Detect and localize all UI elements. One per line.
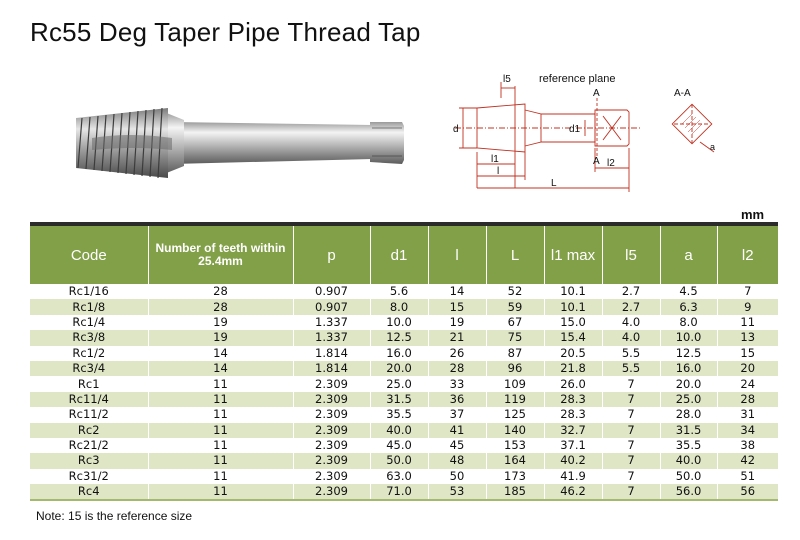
tap-product-image (72, 98, 410, 188)
table-cell: 25.0 (370, 376, 428, 391)
table-cell: 46.2 (544, 484, 602, 500)
table-cell: 0.907 (293, 299, 370, 314)
table-row (30, 284, 778, 299)
table-cell: 14 (148, 346, 293, 361)
table-cell: 28 (717, 392, 778, 407)
table-row (30, 407, 778, 422)
table-cell: 5.6 (370, 284, 428, 299)
table-cell: 7 (602, 469, 660, 484)
table-cell: 140 (486, 423, 544, 438)
section-view-a-a (664, 84, 722, 168)
table-cell: 109 (486, 376, 544, 391)
column-header: l5 (602, 226, 660, 284)
column-header: l (428, 226, 486, 284)
table-cell: 2.7 (602, 284, 660, 299)
table-cell: 0.907 (293, 284, 370, 299)
table-cell: 14 (428, 284, 486, 299)
table-cell: Rc31/2 (30, 469, 148, 484)
table-cell: 119 (486, 392, 544, 407)
table-cell: 14 (148, 361, 293, 376)
table-cell: 45 (428, 438, 486, 453)
table-cell: 2.309 (293, 392, 370, 407)
table-cell: 31 (717, 407, 778, 422)
table-cell: 20 (717, 361, 778, 376)
column-header: p (293, 226, 370, 284)
table-row (30, 484, 778, 500)
table-row (30, 315, 778, 330)
column-header: Number of teeth within 25.4mm (148, 226, 293, 284)
drawing-label-A-top: A (593, 88, 600, 99)
table-cell: 2.309 (293, 438, 370, 453)
table-cell: 8.0 (660, 315, 717, 330)
table-cell: 11 (148, 392, 293, 407)
table-cell: 51 (717, 469, 778, 484)
table-cell: 4.5 (660, 284, 717, 299)
table-cell: 50.0 (660, 469, 717, 484)
table-cell: Rc1/4 (30, 315, 148, 330)
table-cell: 15 (428, 299, 486, 314)
table-cell: 12.5 (370, 330, 428, 345)
table-cell: 9 (717, 299, 778, 314)
table-row (30, 376, 778, 391)
table-cell: Rc3/4 (30, 361, 148, 376)
table-cell: 50 (428, 469, 486, 484)
table-cell: 50.0 (370, 453, 428, 468)
table-cell: 41.9 (544, 469, 602, 484)
table-cell: Rc11/4 (30, 392, 148, 407)
drawing-label-d1: d1 (569, 124, 581, 135)
drawing-label-L: L (551, 178, 557, 189)
table-cell: 11 (717, 315, 778, 330)
table-cell: 11 (148, 438, 293, 453)
table-cell: 28.0 (660, 407, 717, 422)
table-cell: 19 (148, 330, 293, 345)
table-cell: 2.309 (293, 376, 370, 391)
table-cell: 21.8 (544, 361, 602, 376)
table-cell: 1.337 (293, 330, 370, 345)
table-cell: 16.0 (370, 346, 428, 361)
table-cell: 19 (148, 315, 293, 330)
table-cell: 13 (717, 330, 778, 345)
table-cell: 63.0 (370, 469, 428, 484)
table-cell: 41 (428, 423, 486, 438)
table-cell: 56 (717, 484, 778, 500)
table-cell: 31.5 (660, 423, 717, 438)
table-cell: 4.0 (602, 330, 660, 345)
column-header: L (486, 226, 544, 284)
drawing-label-l: l (497, 166, 500, 177)
table-cell: 87 (486, 346, 544, 361)
table-cell: 185 (486, 484, 544, 500)
table-row (30, 438, 778, 453)
table-cell: 25.0 (660, 392, 717, 407)
table-cell: 7 (602, 407, 660, 422)
table-cell: 12.5 (660, 346, 717, 361)
table-cell: 7 (717, 284, 778, 299)
table-cell: 48 (428, 453, 486, 468)
table-cell: 20.0 (370, 361, 428, 376)
table-cell: 37.1 (544, 438, 602, 453)
table-cell: 10.1 (544, 299, 602, 314)
table-cell: 1.814 (293, 346, 370, 361)
table-cell: 10.0 (370, 315, 428, 330)
column-header: l2 (717, 226, 778, 284)
table-cell: 45.0 (370, 438, 428, 453)
table-cell: 32.7 (544, 423, 602, 438)
table-cell: 28 (428, 361, 486, 376)
table-cell: 28.3 (544, 407, 602, 422)
table-row (30, 392, 778, 407)
table-cell: 71.0 (370, 484, 428, 500)
table-cell: 11 (148, 453, 293, 468)
table-cell: Rc1/16 (30, 284, 148, 299)
table-cell: 20.5 (544, 346, 602, 361)
table-row (30, 361, 778, 376)
table-cell: 15.4 (544, 330, 602, 345)
table-cell: Rc3/8 (30, 330, 148, 345)
table-cell: 2.7 (602, 299, 660, 314)
table-cell: Rc1/8 (30, 299, 148, 314)
table-cell: 19 (428, 315, 486, 330)
tap-technical-drawing (445, 68, 655, 200)
table-cell: Rc11/2 (30, 407, 148, 422)
table-cell: 35.5 (660, 438, 717, 453)
drawing-label-l1: l1 (491, 154, 499, 165)
section-title: A-A (674, 88, 691, 99)
table-cell: 4.0 (602, 315, 660, 330)
column-header: l1 max (544, 226, 602, 284)
table-cell: 28 (148, 284, 293, 299)
table-cell: 67 (486, 315, 544, 330)
table-cell: 24 (717, 376, 778, 391)
table-cell: 15 (717, 346, 778, 361)
table-cell: 153 (486, 438, 544, 453)
table-row (30, 469, 778, 484)
table-cell: 15.0 (544, 315, 602, 330)
table-row (30, 299, 778, 314)
drawing-label-l5: l5 (503, 74, 511, 85)
table-cell: 7 (602, 453, 660, 468)
table-cell: 7 (602, 423, 660, 438)
table-cell: 37 (428, 407, 486, 422)
drawing-label-A-bottom: A (593, 156, 600, 167)
table-cell: 2.309 (293, 469, 370, 484)
table-row (30, 423, 778, 438)
table-cell: 10.1 (544, 284, 602, 299)
table-cell: 56.0 (660, 484, 717, 500)
column-header: d1 (370, 226, 428, 284)
table-cell: 16.0 (660, 361, 717, 376)
table-cell: 52 (486, 284, 544, 299)
section-label-a: a (710, 142, 716, 152)
table-cell: Rc1/2 (30, 346, 148, 361)
table-cell: 40.2 (544, 453, 602, 468)
table-cell: 1.337 (293, 315, 370, 330)
table-cell: 5.5 (602, 346, 660, 361)
table-cell: 173 (486, 469, 544, 484)
table-cell: 33 (428, 376, 486, 391)
table-cell: 11 (148, 376, 293, 391)
table-cell: 125 (486, 407, 544, 422)
drawing-label-l2: l2 (607, 158, 615, 169)
table-header-row (30, 226, 778, 284)
table-cell: 38 (717, 438, 778, 453)
table-cell: 40.0 (660, 453, 717, 468)
table-cell: Rc2 (30, 423, 148, 438)
table-cell: 40.0 (370, 423, 428, 438)
table-cell: 34 (717, 423, 778, 438)
table-cell: 28 (148, 299, 293, 314)
table-cell: 26.0 (544, 376, 602, 391)
table-cell: Rc3 (30, 453, 148, 468)
table-cell: 7 (602, 438, 660, 453)
table-cell: 6.3 (660, 299, 717, 314)
table-cell: 42 (717, 453, 778, 468)
unit-label: mm (741, 207, 765, 222)
table-cell: Rc21/2 (30, 438, 148, 453)
drawing-label-d: d (453, 124, 459, 135)
table-cell: 53 (428, 484, 486, 500)
table-cell: 36 (428, 392, 486, 407)
table-cell: 164 (486, 453, 544, 468)
table-cell: 1.814 (293, 361, 370, 376)
page-title: Rc55 Deg Taper Pipe Thread Tap (30, 17, 421, 47)
table-cell: 20.0 (660, 376, 717, 391)
table-cell: 28.3 (544, 392, 602, 407)
table-cell: 2.309 (293, 423, 370, 438)
table-cell: 96 (486, 361, 544, 376)
table-cell: 31.5 (370, 392, 428, 407)
table-body (30, 284, 778, 500)
table-row (30, 330, 778, 345)
table-cell: 11 (148, 484, 293, 500)
table-cell: 11 (148, 407, 293, 422)
table-cell: Rc4 (30, 484, 148, 500)
table-cell: 21 (428, 330, 486, 345)
drawing-reference-plane: reference plane (539, 73, 616, 85)
table-cell: 5.5 (602, 361, 660, 376)
table-cell: 7 (602, 484, 660, 500)
table-cell: 7 (602, 376, 660, 391)
table-cell: 26 (428, 346, 486, 361)
table-cell: 59 (486, 299, 544, 314)
footnote: Note: 15 is the reference size (36, 509, 193, 523)
table-cell: 2.309 (293, 407, 370, 422)
thread-spec-table (30, 226, 778, 501)
column-header: Code (30, 226, 148, 284)
table-cell: 2.309 (293, 484, 370, 500)
table-cell: 11 (148, 469, 293, 484)
table-cell: 10.0 (660, 330, 717, 345)
table-cell: 7 (602, 392, 660, 407)
table-cell: 75 (486, 330, 544, 345)
table-cell: 35.5 (370, 407, 428, 422)
table-row (30, 346, 778, 361)
column-header: a (660, 226, 717, 284)
table-cell: Rc1 (30, 376, 148, 391)
table-cell: 8.0 (370, 299, 428, 314)
table-row (30, 453, 778, 468)
table-cell: 11 (148, 423, 293, 438)
table-cell: 2.309 (293, 453, 370, 468)
